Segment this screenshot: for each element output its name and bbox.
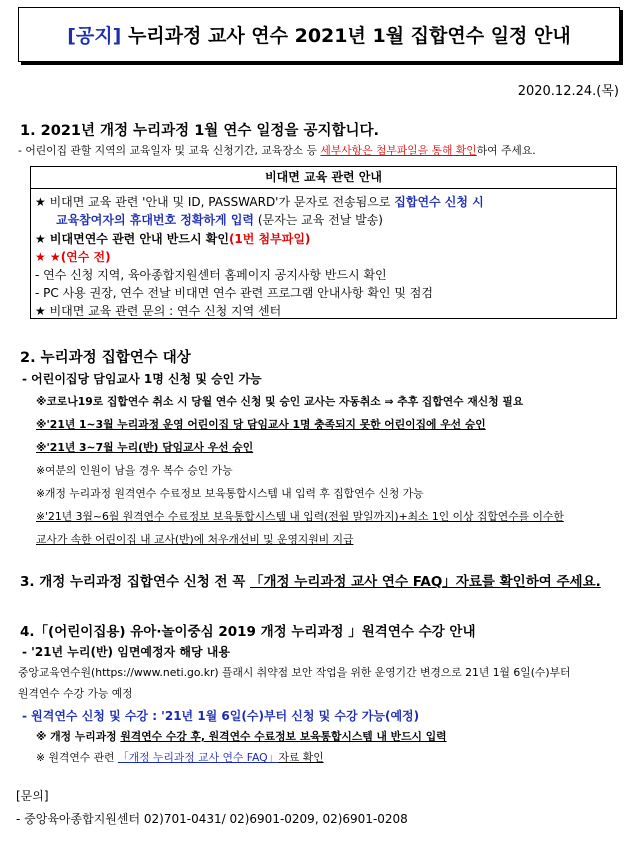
- section4-heading: 4.「(어린이집용) 유아·놀이중심 2019 개정 누리과정 」원격연수 수강 안내: [20, 624, 476, 640]
- notice-line-2: [56, 211, 383, 228]
- desc-pre: - 어린이집 관할 지역의 교육일자 및 교육 신청기간, 교육장소 등: [18, 144, 321, 157]
- contact-heading: [문의]: [16, 789, 49, 803]
- notice-line-3: [35, 230, 310, 247]
- section2-item-3: ※'21년 3~7월 누리(반) 담임교사 우선 승인: [36, 441, 254, 454]
- section4-paragraph-2: 원격연수 수강 가능 예정: [18, 687, 133, 700]
- notice-box-header: 비대면 교육 관련 안내: [31, 167, 616, 189]
- section1-heading: 1. 2021년 개정 누리과정 1월 연수 일정을 공지합니다.: [20, 123, 380, 139]
- section2-heading: 2. 누리과정 집합연수 대상: [20, 350, 191, 366]
- note-2a: ※ 원격연수 관련: [36, 751, 118, 764]
- notice-line-2a: 교육참여자의 휴대번호 정확하게 입력: [56, 213, 255, 227]
- notice-line-1: [35, 193, 484, 210]
- title-tag: [공지]: [67, 25, 122, 47]
- desc-post: 하여 주세요.: [476, 144, 536, 157]
- section4-subheading: - '21년 누리(반) 임면예정자 해당 내용: [22, 645, 230, 659]
- section4-note-1: [36, 729, 447, 744]
- notice-line-2b: (문자는 교육 전날 발송): [254, 213, 383, 227]
- section4-note-2: [36, 750, 324, 765]
- notice-line-7: ★ 비대면 교육 관련 문의 : 연수 신청 지역 센터: [35, 304, 282, 318]
- desc-attachment-link[interactable]: 세부사항은 첨부파일을 통해 확인: [320, 144, 477, 157]
- notice-line-4: ★ ★(연수 전): [35, 250, 111, 264]
- contact-phone-line: - 중앙육아종합지원센터 02)701-0431/ 02)6901-0209, 02)6901-0208: [16, 812, 408, 826]
- title-text: 누리과정 교사 연수 2021년 1월 집합연수 일정 안내: [121, 25, 571, 47]
- section4-paragraph-1: 중앙교육연수원(https://www.neti.go.kr) 플래시 취약점 보안 작업을 위한 운영기간 변경으로 21년 1월 6일(수)부터: [18, 666, 571, 679]
- note-2c: 자료 확인: [278, 751, 324, 764]
- title-box: [18, 7, 620, 62]
- section1-description: [18, 143, 536, 158]
- section2-item-6a: ※'21년 3월~6월 원격연수 수료정보 보육통합시스템 내 입력(전월 말일까지)+최소 1인 이상 집합연수를 이수한: [36, 510, 564, 523]
- notice-line-3a: ★ 비대면연수 관련 안내 반드시 확인: [35, 232, 229, 246]
- notice-line-5: - 연수 신청 지역, 육아종합지원센터 홈페이지 공지사항 반드시 확인: [35, 268, 387, 282]
- section2-item-4: ※여분의 인원이 남을 경우 복수 승인 가능: [36, 464, 233, 477]
- remote-course-apply: - 원격연수 신청 및 수강 : '21년 1월 6일(수)부터 신청 및 수강 가능(예정): [22, 709, 420, 723]
- note-1b: 원격연수 수강 후, 원격연수 수료정보 보육통합시스템 내 반드시 입력: [120, 730, 447, 743]
- notice-line-1a: ★ 비대면 교육 관련 '안내 및 ID, PASSWARD'가 문자로 전송됨으로: [35, 195, 395, 209]
- section2-item-5: ※개정 누리과정 원격연수 수료정보 보육통합시스템 내 입력 후 집합연수 신청 가능: [36, 487, 424, 500]
- page-title: [67, 21, 570, 48]
- note-1a: ※ 개정 누리과정: [36, 730, 121, 743]
- section3-heading: [20, 570, 601, 590]
- notice-date: 2020.12.24.(목): [517, 84, 619, 99]
- section3-pre: 3. 개정 누리과정 집합연수 신청 전 꼭: [20, 574, 250, 590]
- faq-link[interactable]: 「개정 누리과정 교사 연수 FAQ」자료를 확인하여 주세요.: [250, 574, 601, 590]
- notice-line-1b: 집합연수 신청 시: [394, 195, 484, 209]
- section2-item-2: ※'21년 1~3월 누리과정 운영 어린이집 당 담임교사 1명 충족되지 못한 어린이집에 우선 승인: [36, 418, 486, 431]
- section2-item-6b: 교사가 속한 어린이집 내 교사(반)에 처우개선비 및 운영지원비 지급: [36, 533, 354, 546]
- section2-subheading: - 어린이집당 담임교사 1명 신청 및 승인 가능: [22, 372, 262, 386]
- faq-link-2[interactable]: 「개정 누리과정 교사 연수 FAQ」: [117, 751, 279, 764]
- online-education-notice-box: [30, 166, 617, 319]
- section2-item-1: ※코로나19로 집합연수 취소 시 당월 연수 신청 및 승인 교사는 자동취소 ⇒ 추후 집합연수 재신청 필요: [36, 395, 524, 408]
- notice-line-6: - PC 사용 권장, 연수 전날 비대면 연수 관련 프로그램 안내사항 확인 및 점검: [35, 286, 433, 300]
- notice-line-3b: (1번 첨부파일): [228, 232, 311, 246]
